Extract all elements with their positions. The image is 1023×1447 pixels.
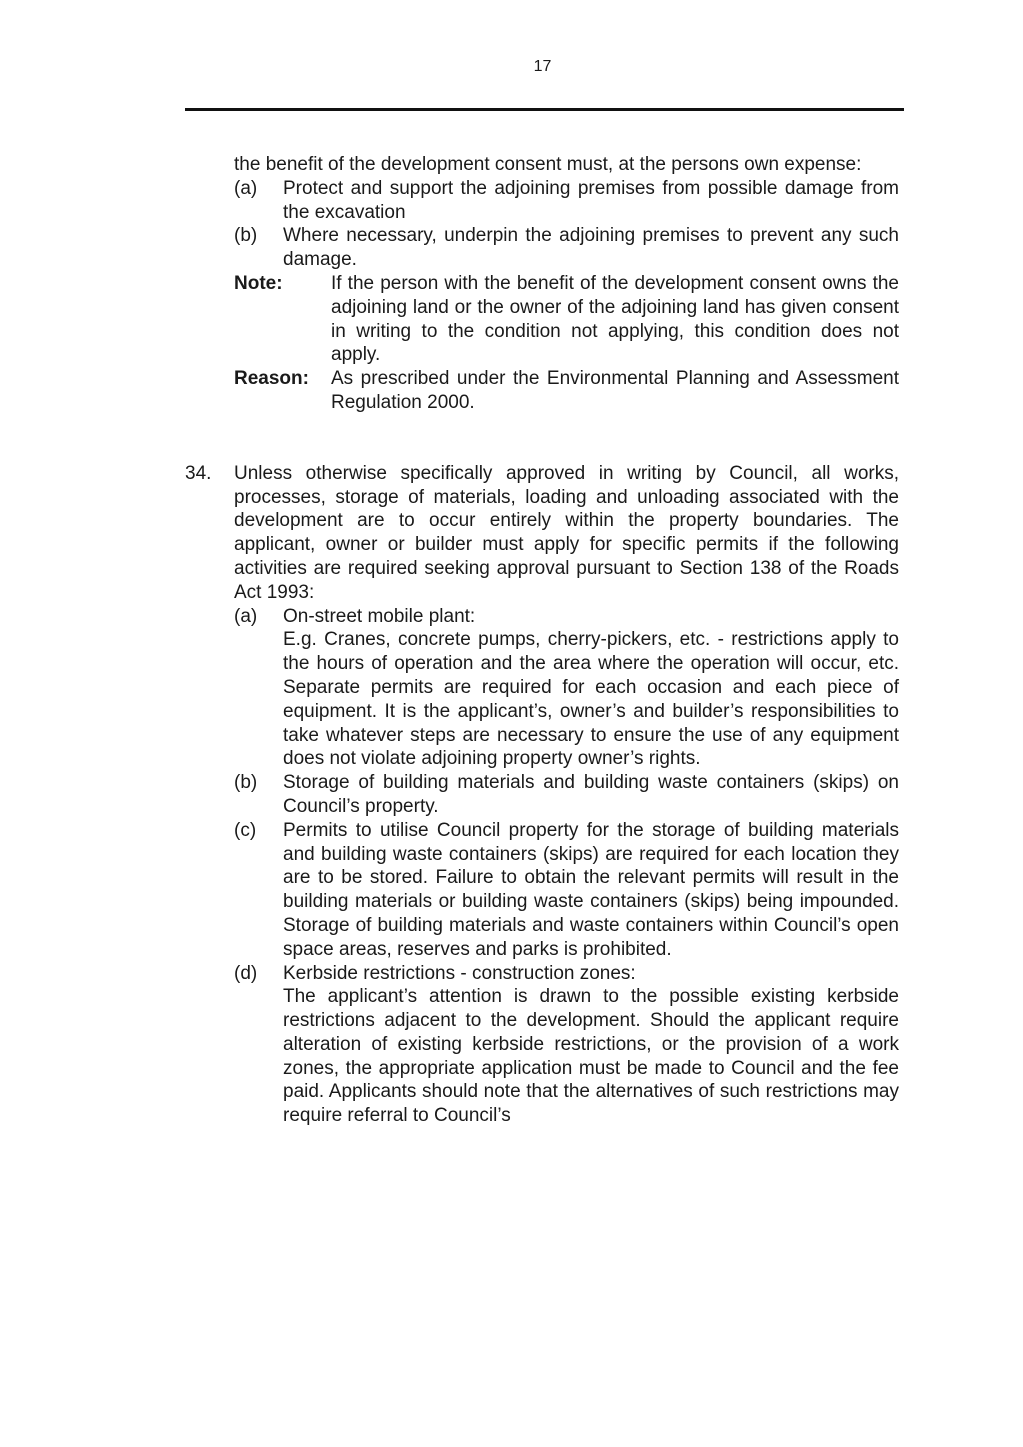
note-label: Note: xyxy=(234,272,283,294)
item-body: The applicant’s attention is drawn to the possible existing kerbside restrictions adjacent to the development. Should the applicant require alteration of existing kerbside restrictions, or the provision of a work zones, the appropriate application must be made to Council and the fee paid. Applicants should note that the alternatives of such restrictions may require referral to Council’s xyxy=(283,986,899,1127)
list-item xyxy=(234,771,899,819)
spacer xyxy=(234,415,899,462)
item-label: (a) xyxy=(234,605,258,627)
document-body xyxy=(185,153,899,1128)
page-number: 17 xyxy=(533,58,552,75)
condition-intro: Unless otherwise specifically approved in writing by Council, all works, processes, storage of materials, loading and unloading associated with the development are to occur entirely within the property boundaries. The applicant, owner or builder must apply for specific permits if the following activities are required seeking approval pursuant to Section 138 of the Roads Act 1993: xyxy=(234,462,899,603)
note-block xyxy=(234,272,899,367)
item-label: (b) xyxy=(234,772,258,794)
list-item xyxy=(234,177,899,225)
item-body: E.g. Cranes, concrete pumps, cherry-pickers, etc. - restrictions apply to the hours of operation and the area where the operation will occur, etc. Separate permits are required for each occasion and each piece of equipment. It is the applicant’s, owner’s and builder’s responsibilities to take whatever steps are necessary to ensure the use of any equipment does not violate adjoining property owner’s rights. xyxy=(283,629,899,770)
reason-text: As prescribed under the Environmental Planning and Assessment Regulation 2000. xyxy=(331,368,899,413)
item-text: Where necessary, underpin the adjoining premises to prevent any such damage. xyxy=(283,225,899,271)
item-label: (d) xyxy=(234,962,258,984)
condition-number: 34. xyxy=(185,462,212,484)
item-heading: Kerbside restrictions - construction zones: xyxy=(283,962,636,984)
item-label: (c) xyxy=(234,819,257,841)
item-heading: Storage of building materials and building waste containers (skips) on Council’s property. xyxy=(283,772,899,817)
note-text: If the person with the benefit of the development consent owns the adjoining land or the owner of the adjoining land has given consent in writing to the condition not applying, this condition does not apply. xyxy=(331,272,899,366)
list-item xyxy=(234,605,899,772)
item-label: (b) xyxy=(234,225,258,247)
item-heading: Permits to utilise Council property for the storage of building materials and building waste containers (skips) are required for each location they are to be stored. Failure to obtain the relevant permits will result in the building materials or building waste containers (skips) being impounded. Storage of building materials and waste containers within Council’s open space areas, reserves and parks is prohibited. xyxy=(283,819,899,960)
item-heading: On-street mobile plant: xyxy=(283,605,476,627)
item-text: Protect and support the adjoining premises from possible damage from the excavation xyxy=(283,177,899,223)
header-rule xyxy=(185,108,904,111)
item-label: (a) xyxy=(234,177,258,199)
reason-label: Reason: xyxy=(234,368,309,390)
condition-34 xyxy=(185,462,899,1128)
list-item xyxy=(234,962,899,1129)
list-item xyxy=(234,819,899,962)
continuation-intro: the benefit of the development consent must, at the persons own expense: xyxy=(234,154,862,175)
reason-block xyxy=(234,367,899,415)
list-item xyxy=(234,224,899,272)
